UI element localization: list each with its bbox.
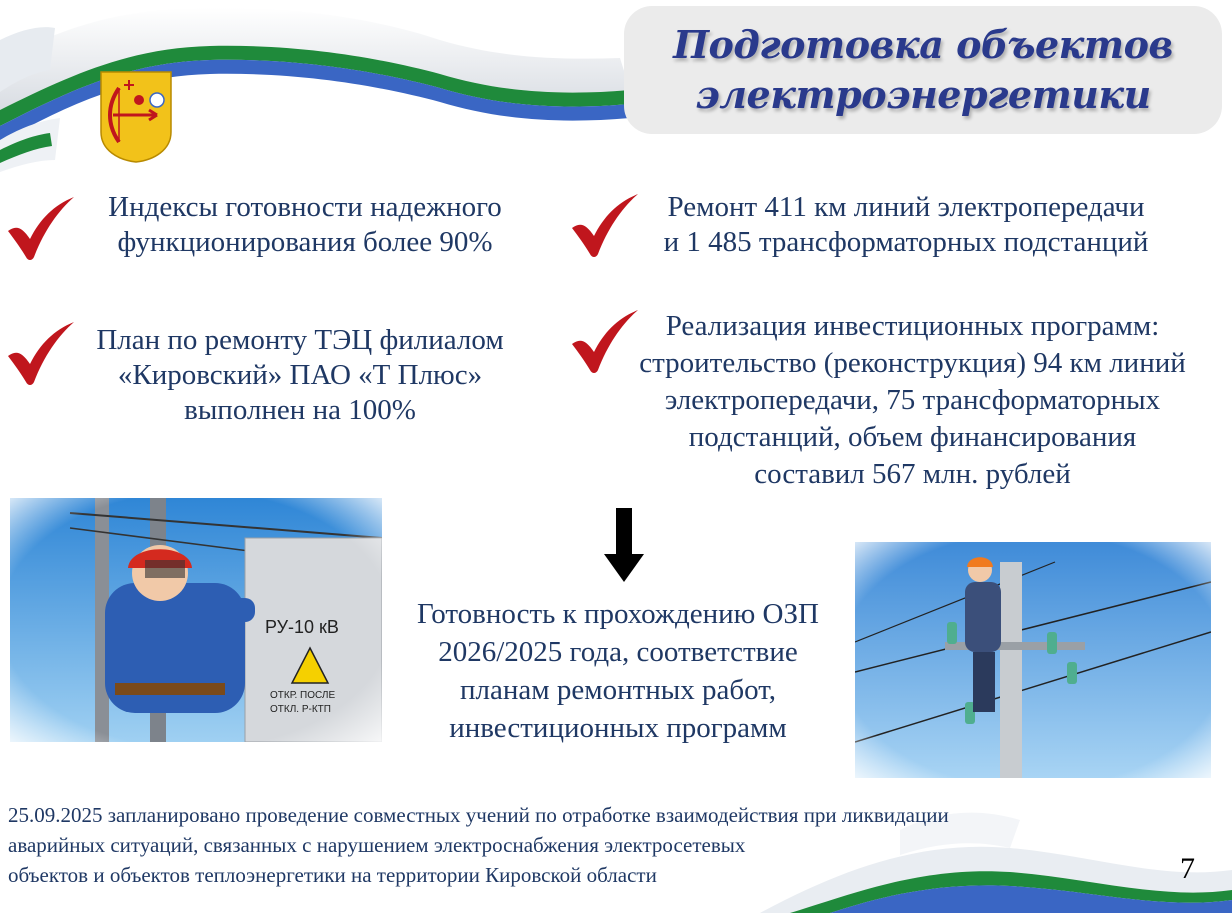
readiness-line: Готовность к прохождению ОЗП [417,598,819,630]
item-line: функционирования более 90% [117,226,493,258]
check-mark-icon [6,320,76,386]
footnote-line: аварийных ситуаций, связанных с нарушением электроснабжения электросетевых [8,833,746,857]
item-line: Ремонт 411 км линий электропередачи [667,191,1145,223]
footnote [8,800,1128,890]
item-line: составил 567 млн. рублей [754,458,1071,490]
title-box [624,6,1222,134]
item-line: выполнен на 100% [184,394,416,426]
item-line: Индексы готовности надежного [108,191,502,223]
item-line: «Кировский» ПАО «Т Плюс» [117,359,483,391]
readiness-line: планам ремонтных работ, [459,674,776,706]
item-line: электропередачи, 75 трансформаторных [664,384,1161,416]
readiness-statement [390,595,846,747]
photo-worker-switchgear [10,498,382,742]
flag-ribbon-top [0,0,630,175]
photo-lineman-pole [855,542,1211,778]
item-investment [610,308,1215,493]
item-line: строительство (реконструкция) 94 км линий [639,347,1186,379]
check-mark-icon [570,192,640,258]
item-repair-lines [636,190,1176,260]
check-mark-icon [6,195,76,261]
item-tec-plan [70,323,530,428]
item-line: Реализация инвестиционных программ: [665,310,1160,342]
page-number: 7 [1180,852,1195,885]
readiness-line: 2026/2025 года, соответствие [438,636,798,668]
item-line: подстанций, объем финансирования [688,421,1137,453]
title-line-1: Подготовка объектов [673,22,1173,67]
page-title [673,20,1173,120]
item-line: План по ремонту ТЭЦ филиалом [96,324,504,356]
kirov-coat-of-arms-icon [99,70,173,164]
title-line-2: электроэнергетики [695,72,1151,117]
footnote-line: 25.09.2025 запланировано проведение совместных учений по отработке взаимодействия при ликвидации [8,803,949,827]
item-readiness-index [80,190,530,260]
footnote-line: объектов и объектов теплоэнергетики на территории Кировской области [8,863,657,887]
readiness-line: инвестиционных программ [449,712,787,744]
item-line: и 1 485 трансформаторных подстанций [663,226,1149,258]
arrow-down-icon [604,508,644,582]
